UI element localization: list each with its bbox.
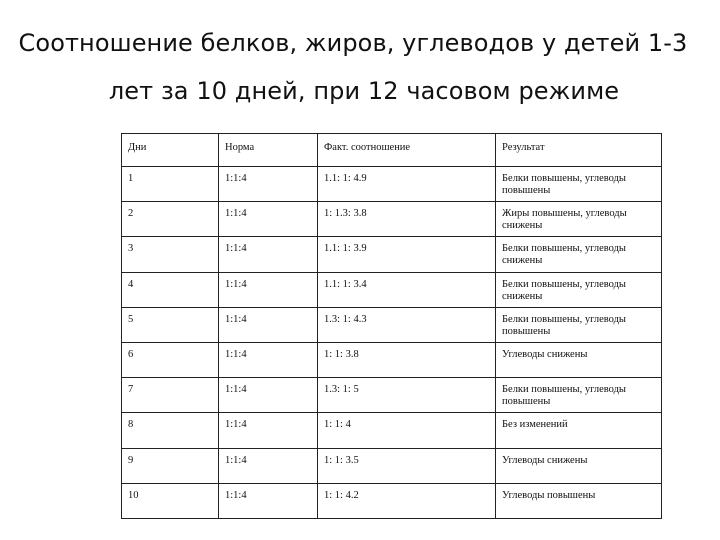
cell-result: Белки повышены, углеводы повышены (496, 307, 662, 342)
cell-actual: 1.1: 1: 3.4 (318, 272, 496, 307)
cell-result: Без изменений (496, 413, 662, 448)
cell-day: 10 (122, 483, 219, 518)
cell-norm: 1:1:4 (219, 483, 318, 518)
cell-day: 3 (122, 237, 219, 272)
cell-norm: 1:1:4 (219, 413, 318, 448)
cell-result: Углеводы повышены (496, 483, 662, 518)
cell-norm: 1:1:4 (219, 307, 318, 342)
cell-norm: 1:1:4 (219, 167, 318, 202)
cell-day: 7 (122, 378, 219, 413)
cell-actual: 1.1: 1: 4.9 (318, 167, 496, 202)
header-days: Дни (122, 134, 219, 167)
cell-day: 9 (122, 448, 219, 483)
cell-norm: 1:1:4 (219, 378, 318, 413)
cell-actual: 1.1: 1: 3.9 (318, 237, 496, 272)
cell-actual: 1: 1: 4.2 (318, 483, 496, 518)
cell-norm: 1:1:4 (219, 342, 318, 377)
table-row (122, 202, 662, 237)
header-norm: Норма (219, 134, 318, 167)
table-row (122, 307, 662, 342)
cell-result: Углеводы снижены (496, 342, 662, 377)
header-result: Результат (496, 134, 662, 167)
cell-day: 2 (122, 202, 219, 237)
cell-day: 8 (122, 413, 219, 448)
cell-day: 5 (122, 307, 219, 342)
ratio-table (121, 133, 662, 519)
cell-actual: 1: 1: 4 (318, 413, 496, 448)
slide-title-line-1: Соотношение белков, жиров, углеводов у детей 1-3 (18, 29, 688, 57)
table-row (122, 272, 662, 307)
slide-title-line-2: лет за 10 дней, при 12 часовом режиме (108, 77, 620, 105)
table-row (122, 237, 662, 272)
table-row (122, 167, 662, 202)
cell-norm: 1:1:4 (219, 272, 318, 307)
cell-result: Жиры повышены, углеводы снижены (496, 202, 662, 237)
cell-result: Белки повышены, углеводы снижены (496, 237, 662, 272)
header-actual-ratio: Факт. соотношение (318, 134, 496, 167)
table-header-row (122, 134, 662, 167)
cell-result: Белки повышены, углеводы повышены (496, 167, 662, 202)
table-row (122, 378, 662, 413)
table-row (122, 483, 662, 518)
cell-day: 1 (122, 167, 219, 202)
cell-actual: 1: 1: 3.8 (318, 342, 496, 377)
cell-day: 6 (122, 342, 219, 377)
cell-norm: 1:1:4 (219, 237, 318, 272)
table-row (122, 413, 662, 448)
cell-result: Углеводы снижены (496, 448, 662, 483)
cell-norm: 1:1:4 (219, 202, 318, 237)
table-row (122, 448, 662, 483)
cell-result: Белки повышены, углеводы повышены (496, 378, 662, 413)
cell-result: Белки повышены, углеводы снижены (496, 272, 662, 307)
table-row (122, 342, 662, 377)
cell-norm: 1:1:4 (219, 448, 318, 483)
cell-actual: 1.3: 1: 4.3 (318, 307, 496, 342)
cell-day: 4 (122, 272, 219, 307)
cell-actual: 1: 1.3: 3.8 (318, 202, 496, 237)
cell-actual: 1: 1: 3.5 (318, 448, 496, 483)
cell-actual: 1.3: 1: 5 (318, 378, 496, 413)
